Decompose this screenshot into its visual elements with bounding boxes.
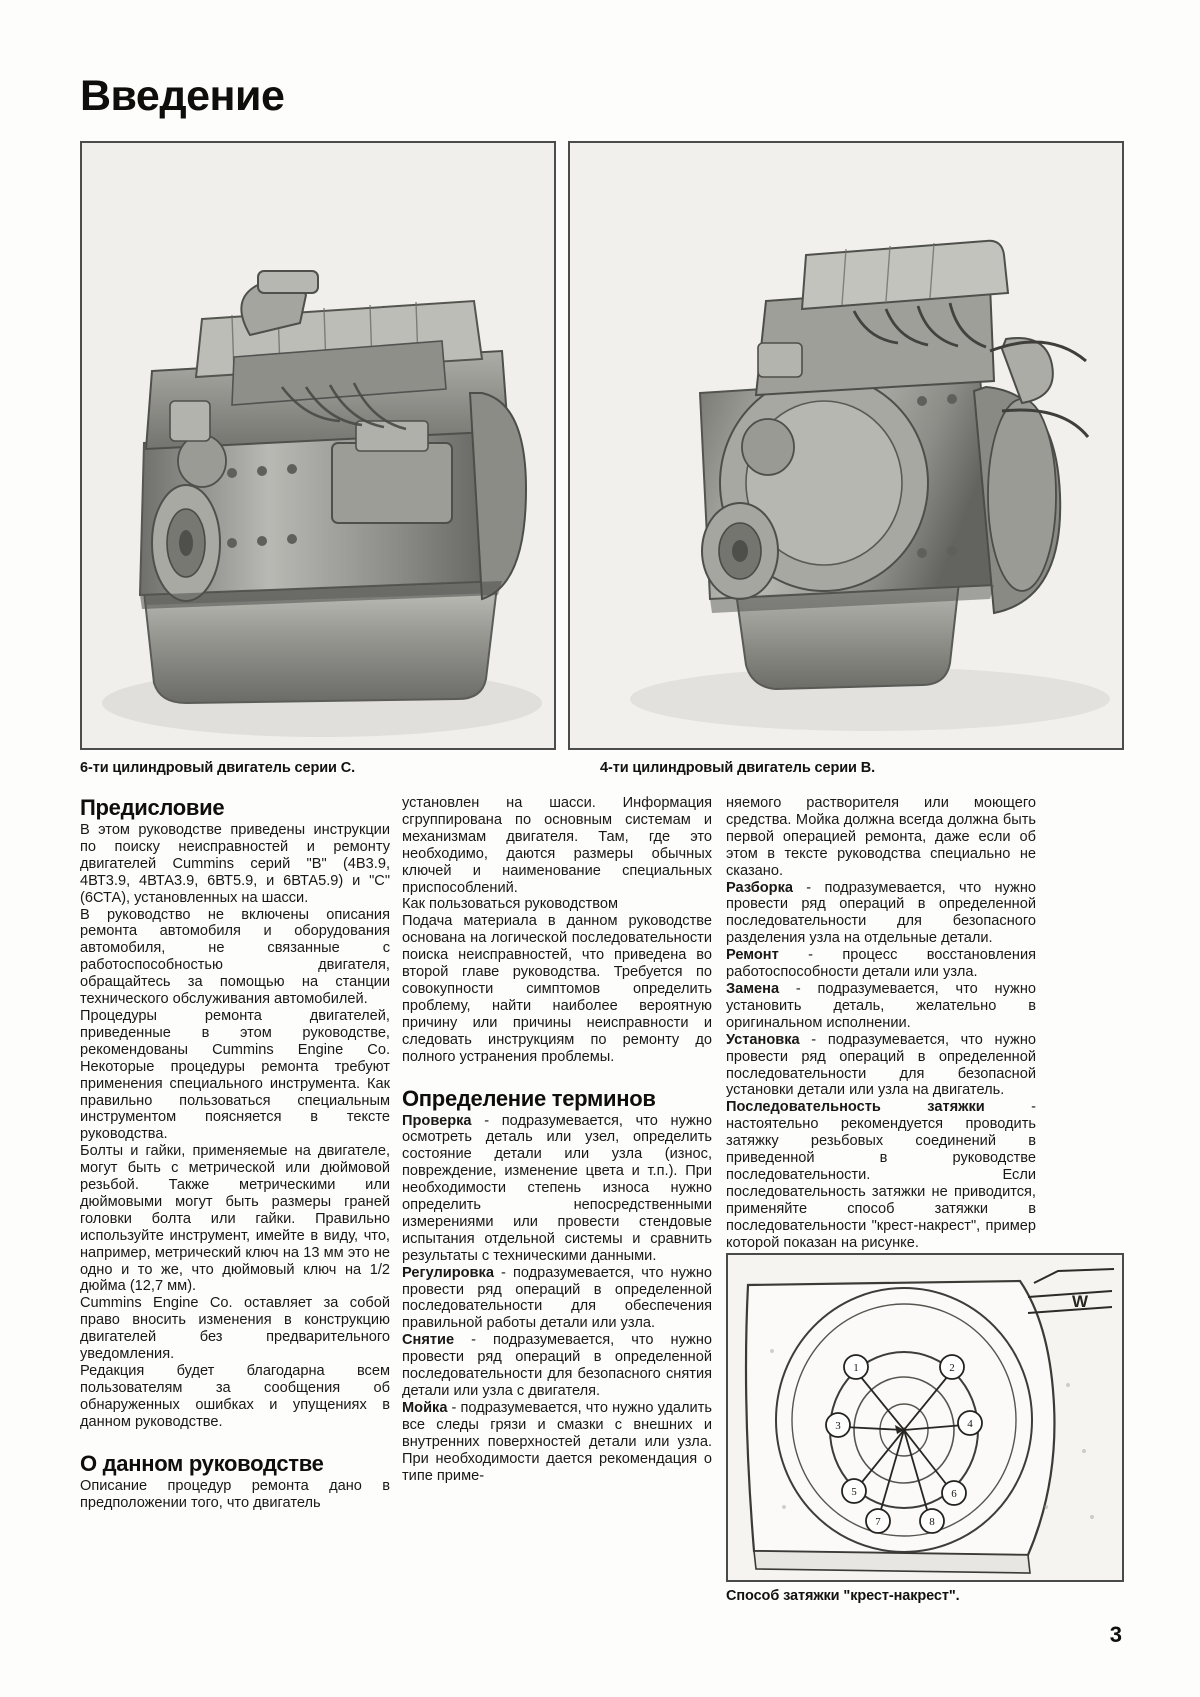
svg-text:8: 8	[929, 1516, 935, 1528]
text-column-1	[80, 795, 390, 1511]
paragraph-preface-3: Процедуры ремонта двигателей, приведенные в этом руководстве, рекомендованы Cummins Engine Co. Некоторые процедуры ремонта требуют применения специального инструмента. Как правильно пользоваться специальным инструментом поясняется в тексте руководства.	[80, 1007, 390, 1143]
paragraph-preface-5: Cummins Engine Co. оставляет за собой право вносить изменения в конструкцию двигателей без предварительного уведомления.	[80, 1295, 390, 1363]
text-column-3	[726, 795, 1036, 1251]
paragraph-preface-4: Болты и гайки, применяемые на двигателе, могут быть с метрической или дюймовой резьбой. Также метрическими или дюймовыми могут быть размеры граней головки болта или гайки. Правильно используйте инструмент, имейте в виду, что, например, метрический ключ на 13 мм это не одно и то же, что дюймовый ключ на 1/2 дюйма (12,7 мм).	[80, 1143, 390, 1295]
torque-sequence-figure	[726, 1253, 1124, 1582]
term-text-razborka: - подразумевается, что нужно провести ряд операций в определенной последовательности для безопасного разделения узла на отдельные детали.	[726, 879, 1036, 947]
term-text-proverka: - подразумевается, что нужно осмотреть деталь или узел, определить состояние детали или узла (износ, повреждение, изменение цвета и т.п.). При необходимости степень износа нужно определить непосредственными измерениями или провести стендовые испытания отдельной системы и сравнить результаты с техническими данными.	[402, 1112, 712, 1264]
svg-text:5: 5	[851, 1486, 857, 1498]
heading-preface: Предисловие	[80, 795, 225, 820]
term-text-snyatie: - подразумевается, что нужно провести ряд операций в определенной последовательности для безопасного снятия детали или узла с двигателя.	[402, 1332, 712, 1399]
term-entry-posledovatelnost	[726, 1099, 1036, 1251]
page-number: 3	[1109, 1622, 1122, 1647]
six-cylinder-engine-illustration	[82, 143, 554, 748]
term-label-moyka: Мойка	[402, 1399, 448, 1416]
term-label-snyatie: Снятие	[402, 1332, 455, 1349]
caption-engine-right: 4-ти цилиндровый двигатель серии В.	[600, 760, 876, 776]
term-label-zamena: Замена	[726, 980, 780, 997]
svg-text:6: 6	[951, 1488, 957, 1500]
paragraph-preface-1: В этом руководстве приведены инструкции по поиску неисправностей и ремонту двигателей Cummins серий "В" (4В3.9, 4ВТ3.9, 4ВТА3.9, 6ВТ5.9, и 6ВТА5.9) и "С" (6СТА), установленных на шасси.	[80, 822, 390, 906]
cross-pattern-tightening-diagram	[728, 1255, 1122, 1580]
term-entry-zamena	[726, 981, 1036, 1032]
svg-text:1: 1	[853, 1362, 859, 1374]
term-label-razborka: Разборка	[726, 879, 793, 896]
term-label-ustanovka: Установка	[726, 1031, 800, 1048]
text-column-2	[402, 795, 712, 1484]
engine-photo-four-cylinder	[568, 141, 1124, 750]
paragraph-continuation-1: установлен на шасси. Информация сгруппирована по основным системам и механизмам двигателя. Там, где это необходимо, даются размеры обычных ключей и наименование специальных приспособлений.	[402, 795, 712, 896]
paragraph-preface-6: Редакция будет благодарна всем пользователям за сообщения об обнаруженных ошибках и упущениях в данном руководстве.	[80, 1363, 390, 1430]
term-label-proverka: Проверка	[402, 1112, 472, 1129]
svg-text:4: 4	[967, 1418, 973, 1430]
paragraph-how-to-use-heading: Как пользоваться руководством	[402, 896, 618, 913]
term-entry-regulirovka	[402, 1265, 712, 1333]
engine-photo-six-cylinder	[80, 141, 556, 750]
term-entry-proverka	[402, 1113, 712, 1265]
svg-text:2: 2	[949, 1362, 955, 1374]
term-entry-snyatie	[402, 1332, 712, 1400]
term-label-remont: Ремонт	[726, 947, 779, 964]
term-label-regulirovka: Регулировка	[402, 1264, 494, 1281]
heading-definitions: Определение терминов	[402, 1085, 656, 1111]
caption-engine-left: 6-ти цилиндровый двигатель серии С.	[80, 760, 356, 776]
caption-torque-diagram: Способ затяжки "крест-накрест".	[726, 1588, 960, 1604]
paragraph-continuation-2: няемого растворителя или моющего средства. Мойка должна всегда должна быть первой операцией ремонта, даже если об этом в тексте руководства специально не сказано.	[726, 795, 1036, 879]
term-text-regulirovka: - подразумевается, что нужно провести ряд операций в определенной последовательности для обеспечения правильной работы детали или узла.	[402, 1264, 712, 1332]
four-cylinder-engine-illustration	[570, 143, 1122, 748]
term-text-posledovatelnost: - настоятельно рекомендуется проводить затяжку резьбовых соединений в приведенной в руководстве последовательности. Если последовательность затяжки не приводится, применяйте способ затяжки в последовательности "крест-накрест", пример которой показан на рисунке.	[726, 1099, 1036, 1251]
term-entry-razborka	[726, 880, 1036, 948]
page-title: Введение	[80, 72, 285, 120]
term-entry-moyka	[402, 1400, 712, 1485]
term-text-remont: - процесс восстановления работоспособности детали или узла.	[726, 947, 1036, 981]
term-entry-remont	[726, 947, 1036, 981]
paragraph-how-to-use-body: Подача материала в данном руководстве основана на логической последовательности поиска неисправностей, что приведена во второй главе руководства. Требуется по совокупности симптомов определить проблему, найти наиболее вероятную причину или причины неисправности и следовать инструкциям по ремонту до полного устранения проблемы.	[402, 913, 712, 1065]
svg-text:7: 7	[875, 1516, 881, 1528]
diagram-label-w: W	[1072, 1292, 1089, 1311]
paragraph-about-manual: Описание процедур ремонта дано в предположении того, что двигатель	[80, 1477, 390, 1511]
svg-text:3: 3	[835, 1420, 841, 1432]
term-text-moyka: - подразумевается, что нужно удалить все следы грязи и смазки с внешних и внутренних поверхностей детали или узла. При необходимости дается рекомендация о типе приме-	[402, 1399, 712, 1484]
term-text-zamena: - подразумевается, что нужно установить деталь, желательно в оригинальном исполнении.	[726, 980, 1036, 1031]
paragraph-preface-2: В руководство не включены описания ремонта автомобиля и оборудования автомобиля, не связанные с работоспособностью двигателя, обращайтесь за помощью на станции технического обслуживания автомобилей.	[80, 906, 390, 1008]
heading-about-manual: О данном руководстве	[80, 1450, 324, 1476]
term-text-ustanovka: - подразумевается, что нужно провести ряд операций в определенной последовательности для безопасной установки детали или узла на двигатель.	[726, 1031, 1036, 1099]
term-label-posledovatelnost: Последовательность затяжки	[726, 1099, 985, 1116]
term-entry-ustanovka	[726, 1032, 1036, 1100]
